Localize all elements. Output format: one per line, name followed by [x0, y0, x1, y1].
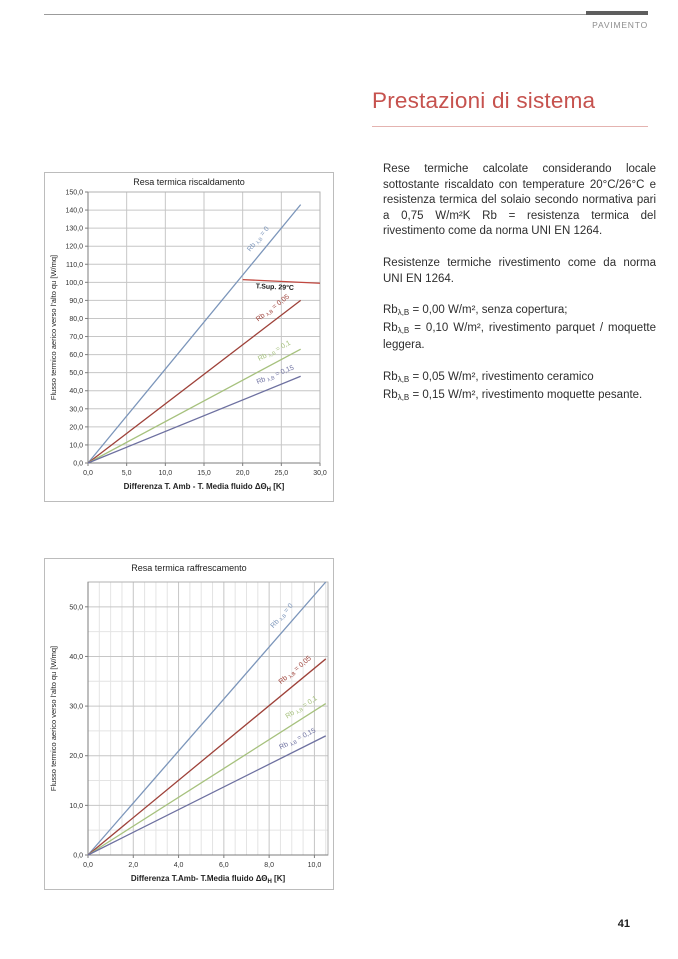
rb-value-line: $Rb_{\lambda,B} = 0,10$ W/m², rivestimento parquet / moquette leggera. — [383, 321, 656, 352]
svg-text:Rb λ,B = 0,1: Rb $_{\lambda,B}$ = 0,1 — [256, 339, 292, 363]
svg-text:4,0: 4,0 — [173, 862, 184, 869]
svg-text:20,0: 20,0 — [69, 424, 83, 432]
svg-text:90,0: 90,0 — [69, 297, 83, 305]
svg-text:0,0: 0,0 — [73, 460, 83, 468]
svg-text:50,0: 50,0 — [69, 370, 83, 378]
svg-text:20,0: 20,0 — [235, 470, 250, 477]
page-number: 41 — [617, 918, 630, 930]
rb-values-group-1 — [383, 303, 656, 354]
svg-text:10,0: 10,0 — [307, 862, 322, 869]
svg-text:Resa termica raffrescamento: Resa termica raffrescamento — [131, 563, 247, 573]
svg-text:Rb λ,B = 0: Rb $_{\lambda,B}$ = 0 — [246, 225, 271, 254]
title-underline — [372, 126, 648, 127]
svg-text:Rb λ,B = 0,15: Rb $_{\lambda,B}$ = 0,15 — [255, 364, 296, 386]
rb-value-line: $Rb_{\lambda,B} = 0,00$ W/m², senza copertura; — [383, 304, 568, 318]
svg-text:Rb λ,B = 0,05: Rb $_{\lambda,B}$ = 0,05 — [277, 655, 313, 686]
svg-text:0,0: 0,0 — [83, 862, 93, 869]
svg-text:10,0: 10,0 — [158, 470, 173, 477]
page-title: Prestazioni di sistema — [372, 88, 596, 113]
svg-text:30,0: 30,0 — [69, 703, 83, 711]
svg-text:6,0: 6,0 — [218, 862, 229, 869]
paragraph-rese-termiche: Rese termiche calcolate considerando locale sottostante riscaldato con temperature 20°C/26°C e resistenza termica del solaio secondo normativa pari a 0,75 W/m²K Rb = resistenza termica del rivestimento come da norma UNI EN 1264. — [383, 163, 656, 238]
svg-text:2,0: 2,0 — [128, 862, 139, 869]
svg-text:Flusso termico aerico verso l': Flusso termico aerico verso l'alto qu [W/mq] — [49, 645, 58, 792]
paragraph-resistenze: Resistenze termiche rivestimento come da norma UNI EN 1264. — [383, 256, 656, 285]
svg-text:25,0: 25,0 — [274, 470, 289, 477]
svg-text:Rb λ,B = 0,05: Rb $_{\lambda,B}$ = 0,05 — [255, 293, 291, 324]
svg-text:150,0: 150,0 — [65, 189, 83, 197]
svg-text:10,0: 10,0 — [69, 442, 83, 450]
svg-text:30,0: 30,0 — [313, 470, 327, 477]
rb-value-line: $Rb_{\lambda,B} = 0,15$ W/m², rivestimento moquette pesante. — [383, 388, 643, 402]
svg-text:140,0: 140,0 — [65, 207, 83, 215]
svg-text:80,0: 80,0 — [69, 315, 83, 323]
rb-values-group-2 — [383, 370, 656, 405]
svg-text:0,0: 0,0 — [83, 470, 93, 477]
svg-text:Resa termica riscaldamento: Resa termica riscaldamento — [133, 177, 245, 187]
svg-text:40,0: 40,0 — [69, 388, 83, 396]
header-rule — [44, 14, 648, 15]
svg-text:100,0: 100,0 — [65, 279, 83, 287]
chart-raffrescamento-svg — [44, 558, 334, 890]
svg-text:110,0: 110,0 — [66, 261, 83, 269]
svg-text:8,0: 8,0 — [264, 862, 274, 869]
svg-text:15,0: 15,0 — [197, 470, 211, 477]
svg-text:70,0: 70,0 — [69, 334, 83, 342]
svg-text:30,0: 30,0 — [69, 406, 83, 414]
svg-text:5,0: 5,0 — [121, 470, 132, 477]
svg-text:Rb λ,B = 0,15: Rb $_{\lambda,B}$ = 0,15 — [278, 727, 318, 752]
chart-riscaldamento-svg — [44, 172, 334, 502]
svg-text:10,0: 10,0 — [69, 802, 83, 810]
chart-riscaldamento — [44, 172, 334, 507]
svg-text:20,0: 20,0 — [69, 753, 83, 761]
svg-text:120,0: 120,0 — [65, 243, 83, 251]
section-label: PAVIMENTO — [592, 20, 648, 30]
svg-text:Differenza T.Amb- T.Media flui: Differenza T.Amb- T.Media fluido $\Delta\Theta_H$ [K] — [130, 874, 286, 885]
body-column — [383, 162, 656, 421]
svg-text:40,0: 40,0 — [69, 653, 83, 661]
chart-raffrescamento — [44, 558, 334, 895]
svg-text:T.Sup. 29°C: T.Sup. 29°C — [255, 283, 295, 293]
svg-text:50,0: 50,0 — [69, 604, 83, 612]
rb-value-line: $Rb_{\lambda,B} = 0,05$ W/m², rivestimento ceramico — [383, 370, 594, 384]
svg-text:130,0: 130,0 — [65, 225, 83, 233]
header-rule-accent — [586, 11, 648, 15]
svg-text:Rb λ,B = 0: Rb $_{\lambda,B}$ = 0 — [269, 602, 295, 630]
svg-text:Flusso termico aerico verso l': Flusso termico aerico verso l'alto qu [W/mq] — [49, 254, 58, 401]
svg-text:0,0: 0,0 — [73, 852, 83, 860]
svg-text:60,0: 60,0 — [69, 352, 83, 360]
svg-text:Differenza T. Amb - T. Media f: Differenza T. Amb - T. Media fluido $\Delta\Theta_H$ [K] — [123, 482, 285, 493]
svg-text:Rb λ,B = 0,1: Rb $_{\lambda,B}$ = 0,1 — [284, 695, 319, 721]
